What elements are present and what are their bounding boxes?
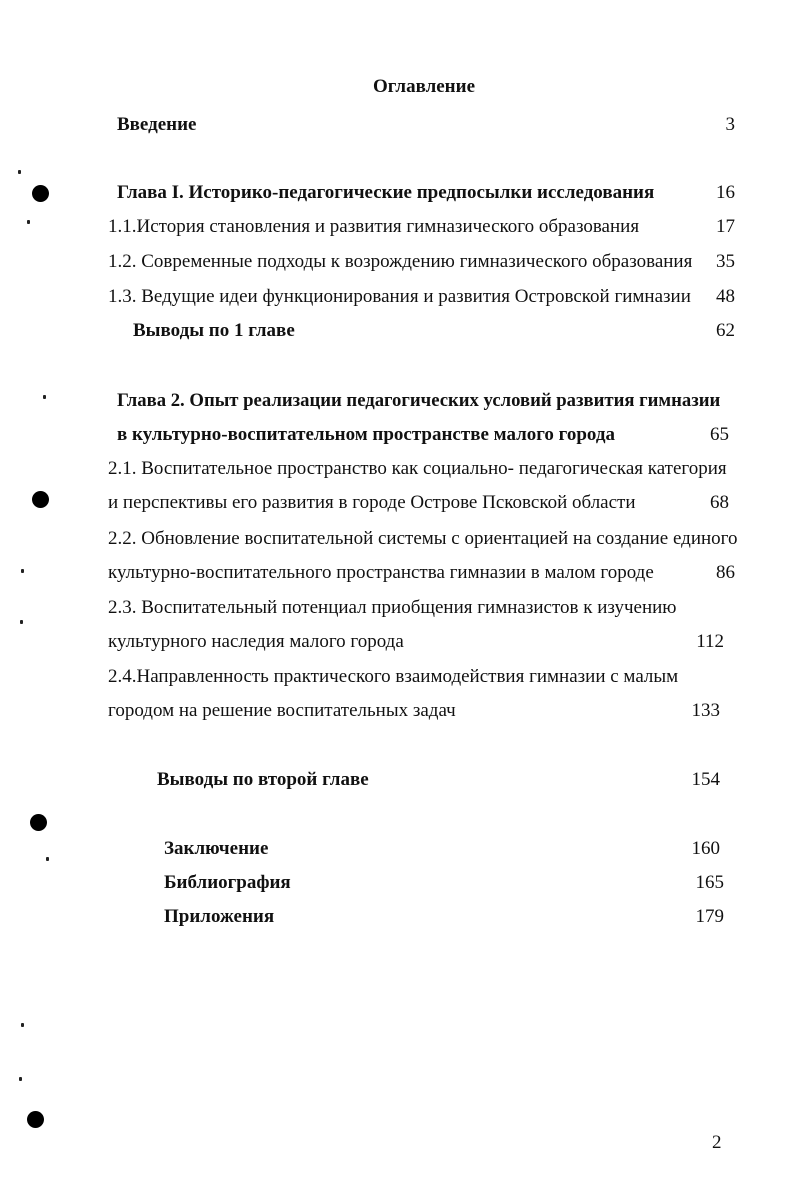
toc-page-section-1-1: 17 [716,216,735,237]
toc-page-chapter-2: 65 [710,424,729,445]
toc-entry-section-2-3-line2[interactable]: культурного наследия малого города [108,631,404,652]
scan-speck [43,395,46,399]
scan-speck [21,1023,24,1027]
scan-speck [19,1077,22,1081]
toc-page-section-1-2: 35 [716,251,735,272]
toc-page-conclusion: 160 [691,838,720,859]
toc-entry-section-1-1[interactable]: 1.1.История становления и развития гимназического образования [108,216,640,237]
page-title: Оглавление [372,76,476,97]
toc-page-chapter-1: 16 [716,182,735,203]
binder-hole-1 [32,185,49,202]
toc-entry-bibliography[interactable]: Библиография [164,872,291,893]
toc-entry-conclusion-ch2[interactable]: Выводы по второй главе [157,769,369,790]
scan-speck [18,170,21,174]
toc-page-section-1-3: 48 [716,286,735,307]
toc-page-section-2-4: 133 [691,700,720,721]
toc-entry-section-2-1-line1[interactable]: 2.1. Воспитательное пространство как социально- педагогическая категория [108,458,727,479]
scan-speck [27,220,30,224]
toc-entry-chapter-2-line2[interactable]: в культурно-воспитательном пространстве малого города [117,424,615,445]
toc-entry-conclusion-ch1[interactable]: Выводы по 1 главе [133,320,295,341]
binder-hole-2 [32,491,49,508]
toc-entry-conclusion[interactable]: Заключение [164,838,269,859]
toc-entry-section-2-1-line2[interactable]: и перспективы его развития в городе Острове Псковской области [108,492,636,513]
toc-entry-section-2-4-line1[interactable]: 2.4.Направленность практического взаимодействия гимназии с малым [108,666,679,687]
toc-page-intro: 3 [725,114,735,135]
scan-speck [46,857,49,861]
toc-page-conclusion-ch2: 154 [691,769,720,790]
page-number: 2 [712,1132,722,1153]
binder-hole-4 [27,1111,44,1128]
toc-entry-section-1-3[interactable]: 1.3. Ведущие идеи функционирования и развития Островской гимназии [108,286,691,307]
toc-entry-section-2-3-line1[interactable]: 2.3. Воспитательный потенциал приобщения гимназистов к изучению [108,597,677,618]
toc-page-section-2-3: 112 [696,631,724,652]
toc-entry-appendix[interactable]: Приложения [164,906,275,927]
toc-entry-section-2-2-line2[interactable]: культурно-воспитательного пространства гимназии в малом городе [108,562,654,583]
toc-entry-chapter-1[interactable]: Глава I. Историко-педагогические предпосылки исследования [117,182,655,203]
toc-page-appendix: 179 [695,906,724,927]
binder-hole-3 [30,814,47,831]
scan-speck [21,569,24,573]
toc-entry-section-1-2[interactable]: 1.2. Современные подходы к возрождению гимназического образования [108,251,693,272]
toc-entry-intro[interactable]: Введение [117,114,197,135]
toc-page-section-2-2: 86 [716,562,735,583]
toc-entry-chapter-2-line1[interactable]: Глава 2. Опыт реализации педагогических условий развития гимназии [117,390,721,411]
toc-page-bibliography: 165 [695,872,724,893]
toc-entry-section-2-2-line1[interactable]: 2.2. Обновление воспитательной системы с ориентацией на создание единого [108,528,738,549]
toc-page-conclusion-ch1: 62 [716,320,735,341]
toc-entry-section-2-4-line2[interactable]: городом на решение воспитательных задач [108,700,456,721]
toc-page-section-2-1: 68 [710,492,729,513]
scan-speck [20,620,23,624]
